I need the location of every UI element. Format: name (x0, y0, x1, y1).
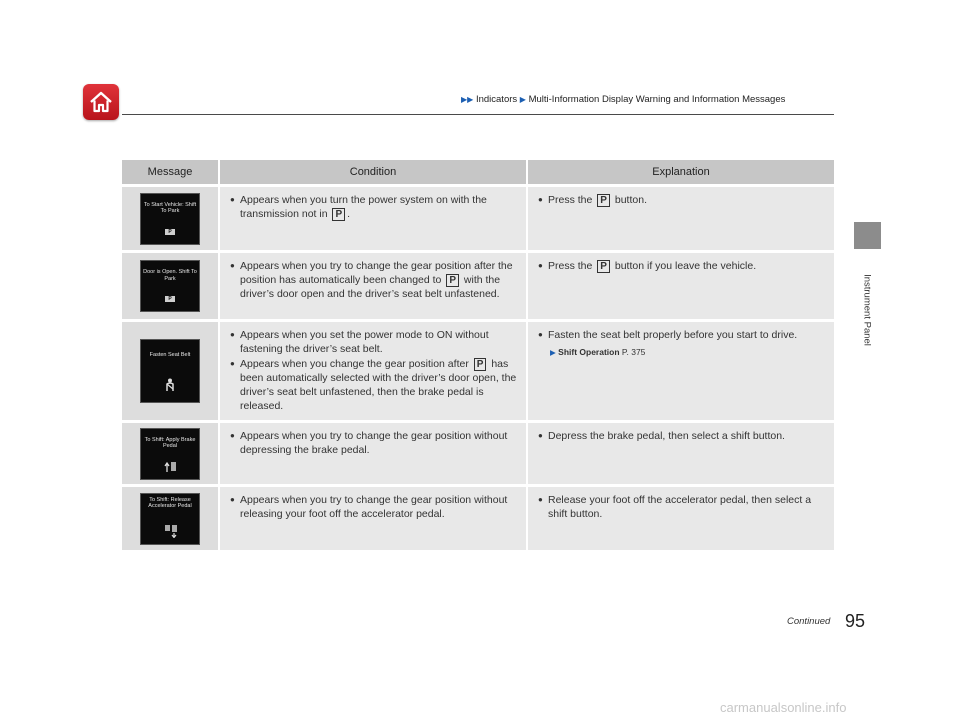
p-key-icon: P (474, 358, 487, 371)
display-screen-image: Fasten Seat Belt (140, 339, 200, 403)
column-header-explanation: Explanation (526, 160, 834, 184)
column-header-condition: Condition (218, 160, 526, 184)
explanation-item: ● Fasten the seat belt properly before you start to drive. (538, 328, 828, 342)
brake-pedal-icon (164, 461, 178, 473)
continued-label: Continued (787, 616, 831, 627)
display-screen-image: To Shift: Release Accelerator Pedal (140, 493, 200, 545)
table-row (122, 487, 834, 550)
page-number: 95 (845, 611, 866, 631)
breadcrumb-link-messages[interactable]: Multi-Information Display Warning and Information Messages (528, 94, 786, 105)
p-key-icon: P (597, 260, 610, 273)
table-row (122, 423, 834, 484)
condition-item: ● Appears when you change the gear position after P has been automatically selected with the driver’s door open, the driver’s seat belt unfastened, then the brake pedal is released. (230, 357, 520, 413)
messages-table (122, 157, 834, 553)
condition-item: ● Appears when you set the power mode to ON without fastening the driver’s seat belt. (230, 328, 520, 356)
p-button-icon: P (165, 229, 175, 235)
condition-cell (218, 487, 526, 550)
condition-cell (218, 187, 526, 250)
p-key-icon: P (597, 194, 610, 207)
explanation-cell (526, 253, 834, 319)
table-header-row (122, 160, 834, 184)
condition-cell (218, 253, 526, 319)
display-screen-image: To Shift: Apply Brake Pedal (140, 428, 200, 480)
condition-item: ● Appears when you turn the power system on with the transmission not in P . (230, 193, 520, 221)
explanation-cell (526, 322, 834, 420)
explanation-cell (526, 423, 834, 484)
condition-item: ● Appears when you try to change the gear position without depressing the brake pedal. (230, 429, 520, 457)
condition-item: ● Appears when you try to change the gear position after the position has automatically been changed to P with the driver’s door open and the driver’s seat belt unfastened. (230, 259, 520, 301)
table-row (122, 322, 834, 420)
section-tab[interactable] (854, 222, 881, 249)
breadcrumb-link-indicators[interactable]: Indicators (475, 94, 518, 105)
table-row (122, 253, 834, 319)
p-key-icon: P (332, 208, 345, 221)
explanation-cell (526, 187, 834, 250)
explanation-item: ● Depress the brake pedal, then select a shift button. (538, 429, 828, 443)
table-row (122, 187, 834, 250)
condition-cell (218, 322, 526, 420)
column-header-message: Message (122, 160, 218, 184)
explanation-item: ● Press the P button. (538, 193, 828, 207)
accelerator-pedal-icon (164, 524, 180, 538)
explanation-item: ● Release your foot off the accelerator pedal, then select a shift button. (538, 493, 828, 521)
home-icon[interactable] (83, 84, 119, 120)
explanation-item: ● Press the P button if you leave the vehicle. (538, 259, 828, 273)
watermark: carmanualsonline.info (720, 700, 847, 715)
header-rule (122, 114, 834, 115)
explanation-cell (526, 487, 834, 550)
reference-arrow-icon: ▶ (550, 348, 556, 357)
seat-belt-icon (164, 378, 176, 392)
display-screen-image: To Start Vehicle: Shift To Park P (140, 193, 200, 245)
p-key-icon: P (446, 274, 459, 287)
breadcrumb (461, 94, 785, 105)
p-button-icon: P (165, 296, 175, 302)
section-label: Instrument Panel (861, 274, 873, 346)
condition-item: ● Appears when you try to change the gear position without releasing your foot off the accelerator pedal. (230, 493, 520, 521)
cross-reference[interactable]: ▶ Shift Operation P. 375 (550, 347, 646, 357)
display-screen-image: Door is Open. Shift To Park P (140, 260, 200, 312)
arrow-icon: ▶ (519, 95, 526, 104)
condition-cell (218, 423, 526, 484)
double-arrow-icon: ▶▶ (461, 95, 474, 104)
